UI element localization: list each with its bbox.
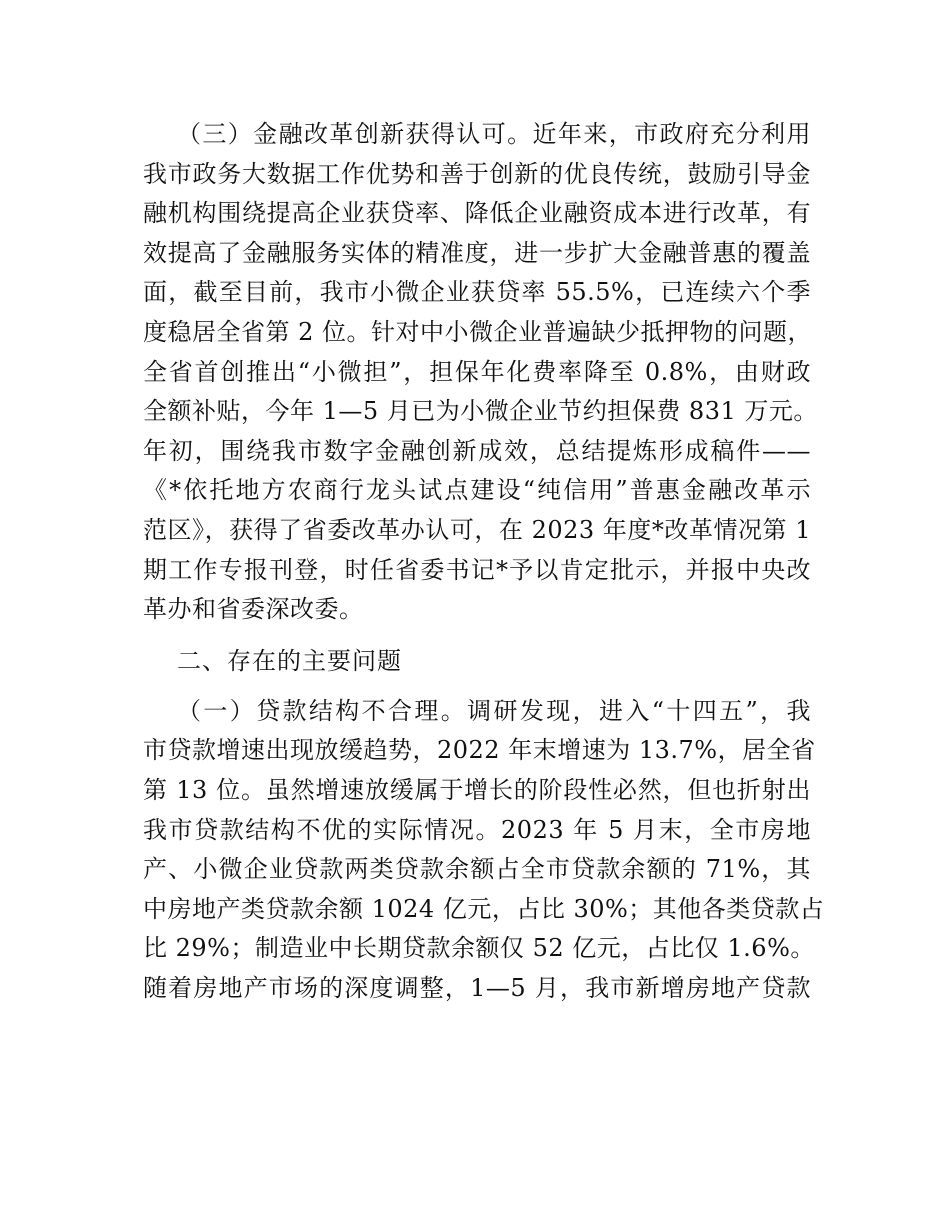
paragraph-line: 期工作专报刊登，时任省委书记*予以肯定批示，并报中央改 bbox=[143, 555, 811, 584]
paragraph-line: 度稳居全省第 2 位。针对中小微企业普遍缺少抵押物的问题， bbox=[143, 317, 813, 346]
paragraph-line: 革办和省委深改委。 bbox=[143, 595, 364, 624]
paragraph-line: 随着房地产市场的深度调整，1—5 月，我市新增房地产贷款 bbox=[143, 973, 811, 1002]
paragraph-loan-structure bbox=[143, 692, 825, 1009]
paragraph-line: 《*依托地方农商行龙头试点建设“纯信用”普惠金融改革示 bbox=[143, 476, 811, 505]
paragraph-line: 全额补贴，今年 1—5 月已为小微企业节约担保费 831 万元。 bbox=[143, 397, 818, 426]
paragraph-line: 第 13 位。虽然增速放缓属于增长的阶段性必然，但也折射出 bbox=[143, 775, 811, 804]
paragraph-line: 中房地产类贷款余额 1024 亿元，占比 30%；其他各类贷款占 bbox=[143, 894, 825, 923]
paragraph-line: 我市贷款结构不优的实际情况。2023 年 5 月末，全市房地 bbox=[143, 815, 811, 844]
paragraph-line: （一）贷款结构不合理。调研发现，进入“十四五”，我 bbox=[177, 696, 811, 725]
section-heading: 二、存在的主要问题 bbox=[177, 646, 402, 675]
paragraph-spacer bbox=[143, 630, 811, 640]
paragraph-line: （三）金融改革创新获得认可。近年来，市政府充分利用 bbox=[177, 120, 811, 148]
paragraph-line: 年初，围绕我市数字金融创新成效，总结提炼形成稿件—— bbox=[143, 436, 811, 465]
paragraph-line: 效提高了金融服务实体的精准度，进一步扩大金融普惠的覆盖 bbox=[143, 238, 811, 267]
paragraph-line: 面，截至目前，我市小微企业获贷率 55.5%，已连续六个季 bbox=[143, 278, 811, 307]
document-body bbox=[143, 115, 825, 1008]
paragraph-line: 市贷款增速出现放缓趋势，2022 年末增速为 13.7%，居全省 bbox=[143, 736, 816, 765]
paragraph-line: 范区》，获得了省委改革办认可，在 2023 年度*改革情况第 1 bbox=[143, 515, 811, 544]
paragraph-financial-reform bbox=[143, 115, 818, 630]
paragraph-line: 产、小微企业贷款两类贷款余额占全市贷款余额的 71%，其 bbox=[143, 855, 811, 884]
paragraph-line: 融机构围绕提高企业获贷率、降低企业融资成本进行改革，有 bbox=[143, 199, 811, 228]
paragraph-line: 全省首创推出“小微担”，担保年化费率降至 0.8%，由财政 bbox=[143, 357, 811, 386]
paragraph-spacer bbox=[143, 682, 811, 692]
paragraph-line: 我市政务大数据工作优势和善于创新的优良传统，鼓励引导金 bbox=[143, 159, 811, 188]
paragraph-line: 比 29%；制造业中长期贷款余额仅 52 亿元，占比仅 1.6%。 bbox=[143, 934, 815, 963]
